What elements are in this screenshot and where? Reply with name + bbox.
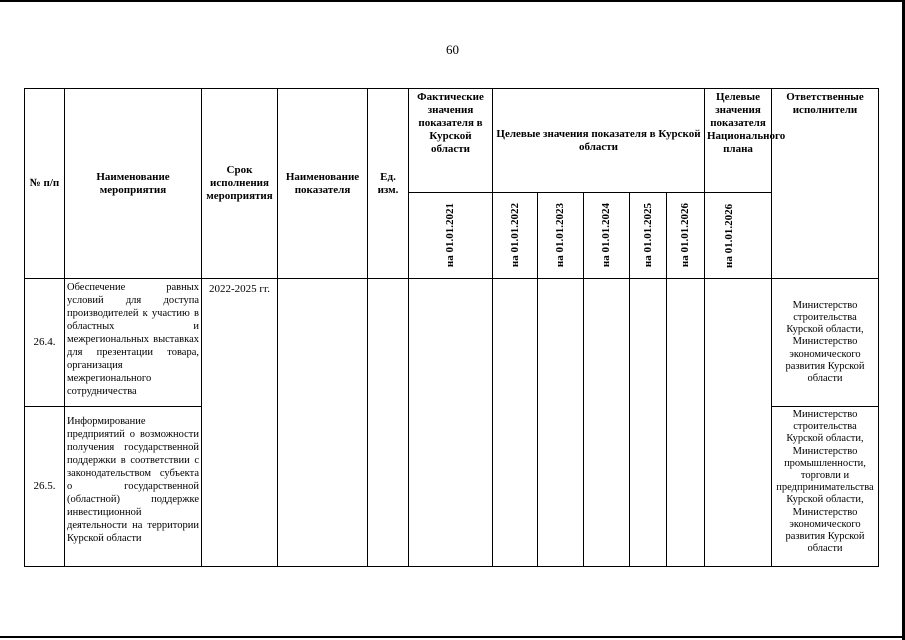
header-responsible: Ответственные исполнители: [772, 89, 879, 279]
date-2025-label: на 01.01.2025: [641, 203, 654, 268]
target-2023-cell: [538, 279, 584, 567]
term-cell: 2022-2025 гг.: [202, 279, 278, 567]
row-number: 26.5.: [25, 407, 65, 567]
date-national-label: на 01.01.2026: [723, 203, 735, 268]
responsible-cell: Министерство строительства Курской области, Министерство промышленности, торговли и предпринимательства Курской области, Министерство экономического развития Курской области: [772, 407, 879, 567]
date-header-2022: [493, 193, 538, 279]
date-2022-label: на 01.01.2022: [508, 203, 521, 268]
header-term: Срок исполнения мероприятия: [202, 89, 278, 279]
responsible-cell: Министерство строительства Курской области, Министерство экономического развития Курской области: [772, 279, 879, 407]
header-targets: Целевые значения показателя в Курской области: [493, 89, 705, 193]
date-2023-label: на 01.01.2023: [554, 203, 566, 268]
indicator-cell: [278, 279, 368, 567]
date-2026-label: на 01.01.2026: [679, 203, 691, 268]
header-fact: Фактические значения показателя в Курской области: [409, 89, 493, 193]
header-unit: Ед. изм.: [368, 89, 409, 279]
header-national: Целевые значения показателя Национального плана: [705, 89, 772, 193]
bottom-scan-border: [0, 636, 905, 638]
top-scan-border: [0, 0, 905, 2]
row-number: 26.4.: [25, 279, 65, 407]
date-2024-label: на 01.01.2024: [600, 203, 612, 268]
page-number: 60: [446, 42, 459, 57]
measures-table: [24, 88, 879, 567]
target-2026-cell: [667, 279, 705, 567]
date-header-fact: [409, 193, 493, 279]
date-header-2023: [538, 193, 584, 279]
header-name: Наименование мероприятия: [65, 89, 202, 279]
table-row: [25, 279, 879, 407]
header-indicator: Наименование показателя: [278, 89, 368, 279]
measure-name: Обеспечение равных условий для доступа производителей к участию в областных и межрегиональных выставках для презентации товара, организация межрегионального сотрудничества: [65, 279, 202, 407]
date-header-2024: [584, 193, 630, 279]
header-num: № п/п: [25, 89, 65, 279]
date-header-national: [705, 193, 772, 279]
target-2024-cell: [584, 279, 630, 567]
date-header-2026: [667, 193, 705, 279]
target-2025-cell: [630, 279, 667, 567]
date-fact-label: на 01.01.2021: [444, 203, 456, 268]
fact-cell: [409, 279, 493, 567]
national-cell: [705, 279, 772, 567]
measure-name: Информирование предприятий о возможности получения государственной поддержки в соответствии с законодательством субъекта о государственной (областной) поддержке инвестиционной деятельности на территории Курской области: [65, 407, 202, 567]
unit-cell: [368, 279, 409, 567]
date-header-2025: [630, 193, 667, 279]
target-2022-cell: [493, 279, 538, 567]
